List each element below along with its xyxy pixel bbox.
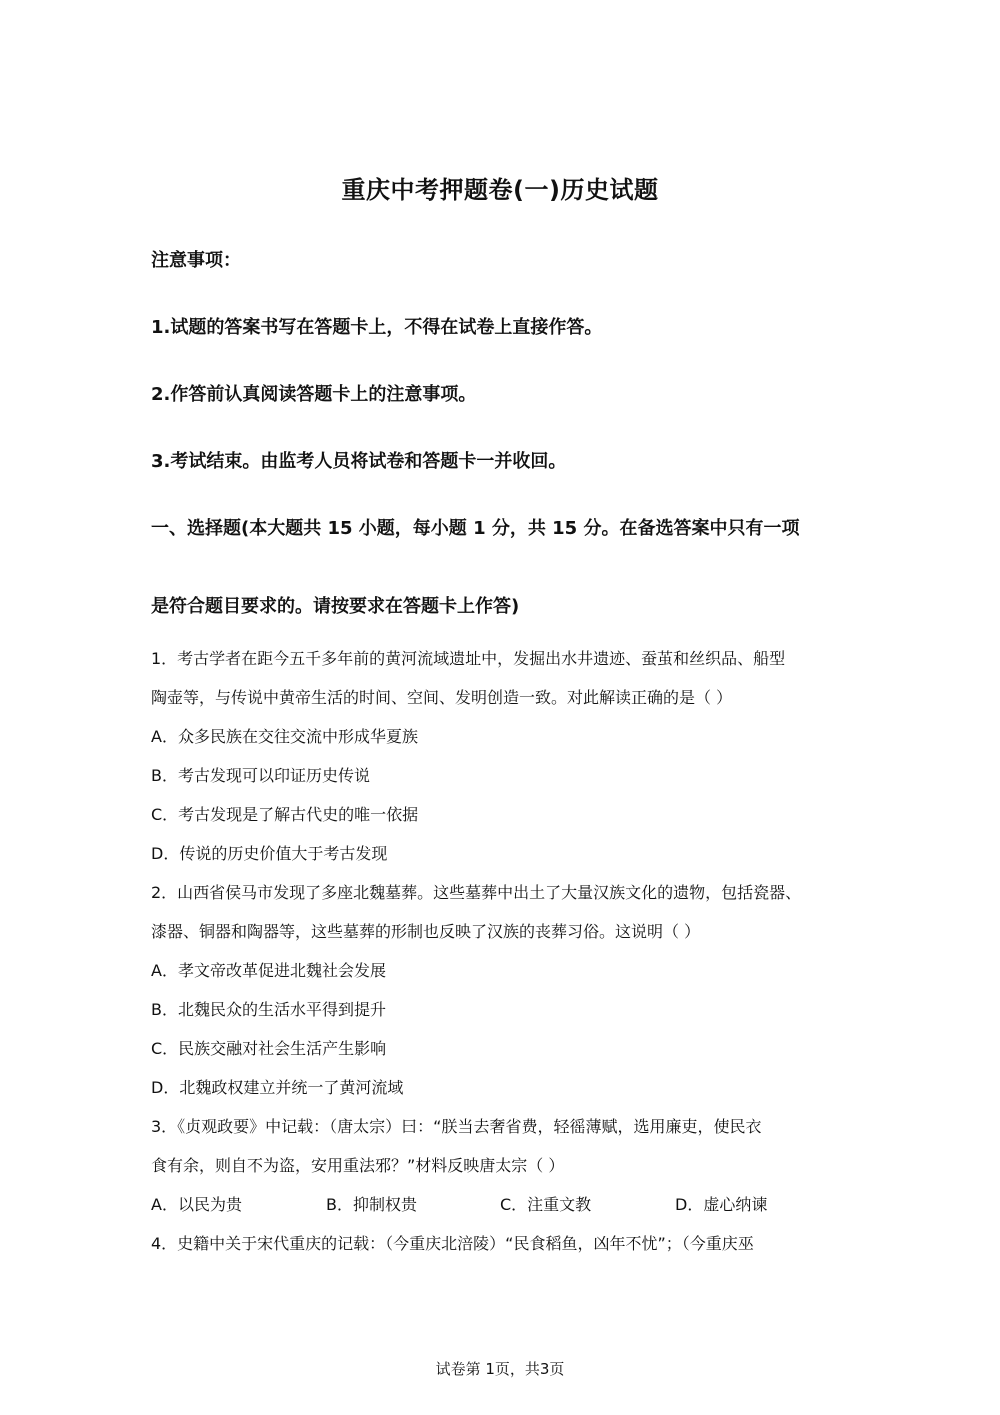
question-1-option-d: D．传说的历史价值大于考古发现 [151,844,388,863]
question-1-option-a: A．众多民族在交往交流中形成华夏族 [151,727,418,746]
question-2-option-a: A．孝文帝改革促进北魏社会发展 [151,961,386,980]
notice-item-1: 1.试题的答案书写在答题卡上，不得在试卷上直接作答。 [151,317,603,338]
question-3-option-d: D．虚心纳谏 [675,1195,768,1214]
question-2-option-c: C．民族交融对社会生活产生影响 [151,1039,387,1058]
notice-heading: 注意事项： [151,250,241,271]
question-1-line-2: 陶壶等，与传说中黄帝生活的时间、空间、发明创造一致。对此解读正确的是（ ） [151,688,733,707]
question-1-option-c: C．考古发现是了解古代史的唯一依据 [151,805,419,824]
question-2-option-b: B．北魏民众的生活水平得到提升 [151,1000,386,1019]
section-heading-line-2: 是符合题目要求的。请按要求在答题卡上作答) [151,596,520,617]
question-3-option-c: C．注重文教 [500,1195,592,1214]
question-3-option-a: A．以民为贵 [151,1195,242,1214]
notice-item-2: 2.作答前认真阅读答题卡上的注意事项。 [151,384,477,405]
question-2-line-1: 2．山西省侯马市发现了多座北魏墓葬。这些墓葬中出土了大量汉族文化的遗物，包括瓷器、 [151,883,802,902]
page-footer: 试卷第 1页，共3页 [435,1360,565,1378]
question-1-option-b: B．考古发现可以印证历史传说 [151,766,370,785]
question-3-line-1: 3．《贞观政要》中记载：（唐太宗）曰：“朕当去奢省费，轻徭薄赋，选用廉吏，使民衣 [151,1117,762,1136]
question-3-line-2: 食有余，则自不为盗，安用重法邪？”材料反映唐太宗（ ） [151,1156,565,1175]
section-heading-line-1: 一、选择题(本大题共 15 小题，每小题 1 分，共 15 分。在备选答案中只有一项 [151,518,800,539]
question-4-line-1: 4．史籍中关于宋代重庆的记载：（今重庆北涪陵）“民食稻鱼，凶年不忧”；（今重庆巫 [151,1234,754,1253]
question-1-line-1: 1．考古学者在距今五千多年前的黄河流域遗址中，发掘出水井遗迹、蚕茧和丝织品、船型 [151,649,786,668]
question-2-line-2: 漆器、铜器和陶器等，这些墓葬的形制也反映了汉族的丧葬习俗。这说明（ ） [151,922,701,941]
page-title: 重庆中考押题卷(一)历史试题 [341,176,659,204]
question-3-option-b: B．抑制权贵 [326,1195,417,1214]
notice-item-3: 3.考试结束。由监考人员将试卷和答题卡一并收回。 [151,451,567,472]
question-2-option-d: D．北魏政权建立并统一了黄河流域 [151,1078,404,1097]
